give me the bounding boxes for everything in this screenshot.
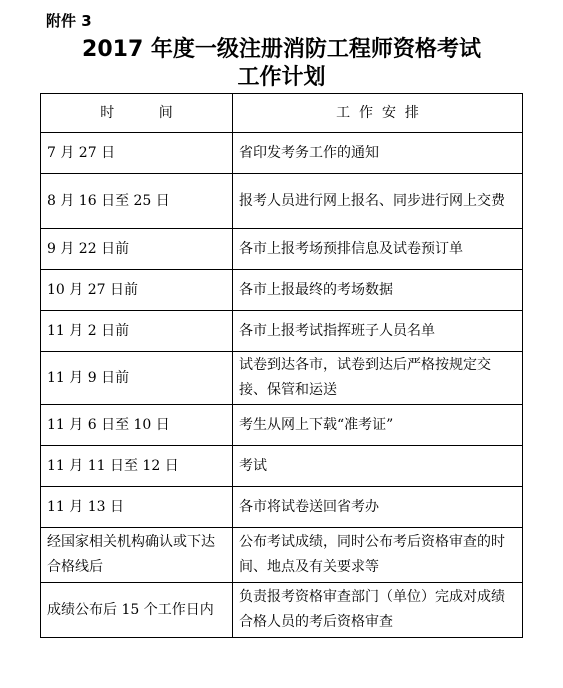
task-cell: 报考人员进行网上报名、同步进行网上交费: [233, 174, 523, 229]
task-cell: 各市将试卷送回省考办: [233, 487, 523, 528]
table-row: [41, 270, 523, 311]
header-task: 工 作 安 排: [233, 94, 523, 133]
time-cell: 11 月 9 日前: [41, 352, 233, 405]
table-row: [41, 487, 523, 528]
time-cell: 9 月 22 日前: [41, 229, 233, 270]
table-row: [41, 528, 523, 583]
task-cell: 各市上报考试指挥班子人员名单: [233, 311, 523, 352]
header-time: 时 间: [41, 94, 233, 133]
table-row: [41, 311, 523, 352]
task-cell: 考生从网上下载“准考证”: [233, 405, 523, 446]
document-title: 2017 年度一级注册消防工程师资格考试: [82, 37, 481, 62]
document-subtitle: 工作计划: [237, 65, 326, 90]
table-row: [41, 405, 523, 446]
table-row: [41, 352, 523, 405]
table-row: [41, 229, 523, 270]
task-cell: 试卷到达各市，试卷到达后严格按规定交接、保管和运送: [233, 352, 523, 405]
task-cell: 负责报考资格审查部门（单位）完成对成绩合格人员的考后资格审查: [233, 583, 523, 638]
task-cell: 考试: [233, 446, 523, 487]
time-cell: 11 月 6 日至 10 日: [41, 405, 233, 446]
table-row: [41, 133, 523, 174]
time-cell: 10 月 27 日前: [41, 270, 233, 311]
time-cell: 11 月 2 日前: [41, 311, 233, 352]
time-cell: 11 月 13 日: [41, 487, 233, 528]
table-row: [41, 583, 523, 638]
table-row: [41, 446, 523, 487]
schedule-table: [40, 93, 523, 638]
time-cell: 成绩公布后 15 个工作日内: [41, 583, 233, 638]
time-cell: 7 月 27 日: [41, 133, 233, 174]
time-cell: 11 月 11 日至 12 日: [41, 446, 233, 487]
time-cell: 8 月 16 日至 25 日: [41, 174, 233, 229]
task-cell: 省印发考务工作的通知: [233, 133, 523, 174]
table-row: [41, 174, 523, 229]
task-cell: 各市上报考场预排信息及试卷预订单: [233, 229, 523, 270]
task-cell: 公布考试成绩，同时公布考后资格审查的时间、地点及有关要求等: [233, 528, 523, 583]
time-cell: 经国家相关机构确认或下达合格线后: [41, 528, 233, 583]
attachment-label: 附件 3: [46, 12, 92, 30]
table-header-row: [41, 94, 523, 133]
task-cell: 各市上报最终的考场数据: [233, 270, 523, 311]
